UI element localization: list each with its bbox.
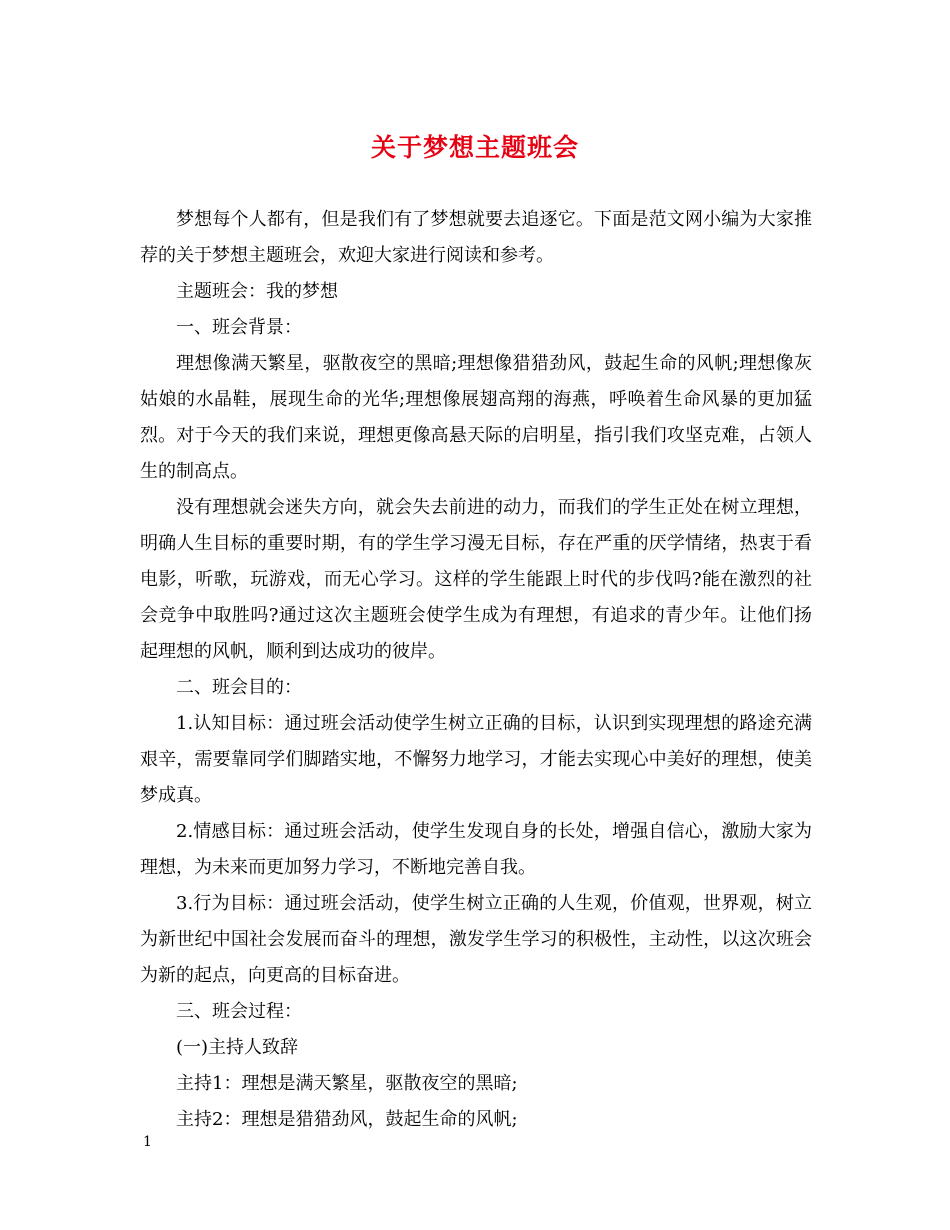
paragraph-background-2: 没有理想就会迷失方向，就会失去前进的动力，而我们的学生正处在树立理想，明确人生目标的重要时期，有的学生学习漫无目标，存在严重的厌学情绪，热衷于看电影，听歌，玩游戏，而无心学习。这样的学生能跟上时代的步伐吗?能在激烈的社会竞争中取胜吗?通过这次主题班会使学生成为有理想，有追求的青少年。让他们扬起理想的风帆，顺利到达成功的彼岸。 bbox=[140, 497, 812, 662]
subheading-host-speech: (一)主持人致辞 bbox=[176, 1037, 299, 1058]
page-number: 1 bbox=[143, 1134, 152, 1150]
host-line-1: 主持1：理想是满天繁星，驱散夜空的黑暗; bbox=[176, 1073, 518, 1094]
section-heading-purpose: 二、班会目的： bbox=[176, 677, 302, 698]
paragraph-intro: 梦想每个人都有，但是我们有了梦想就要去追逐它。下面是范文网小编为大家推荐的关于梦想主题班会，欢迎大家进行阅读和参考。 bbox=[140, 209, 812, 266]
paragraph-behavior-goal: 3.行为目标：通过班会活动，使学生树立正确的人生观，价值观，世界观，树立为新世纪中国社会发展而奋斗的理想，激发学生学习的积极性，主动性，以这次班会为新的起点，向更高的目标奋进。 bbox=[140, 893, 812, 986]
paragraph-emotional-goal: 2.情感目标：通过班会活动，使学生发现自身的长处，增强自信心，激励大家为理想，为未来而更加努力学习，不断地完善自我。 bbox=[140, 821, 812, 878]
paragraph-theme: 主题班会：我的梦想 bbox=[176, 281, 338, 302]
host-line-2: 主持2：理想是猎猎劲风，鼓起生命的风帆; bbox=[176, 1109, 518, 1130]
paragraph-cognitive-goal: 1.认知目标：通过班会活动使学生树立正确的目标，认识到实现理想的路途充满艰辛，需要靠同学们脚踏实地，不懈努力地学习，才能去实现心中美好的理想，使美梦成真。 bbox=[140, 713, 812, 806]
section-heading-process: 三、班会过程： bbox=[176, 1001, 302, 1022]
document-title: 关于梦想主题班会 bbox=[370, 133, 579, 162]
section-heading-background: 一、班会背景： bbox=[176, 317, 302, 338]
document-body bbox=[140, 202, 812, 1138]
paragraph-background-1: 理想像满天繁星，驱散夜空的黑暗;理想像猎猎劲风，鼓起生命的风帆;理想像灰姑娘的水晶鞋，展现生命的光华;理想像展翅高翔的海燕，呼唤着生命风暴的更加猛烈。对于今天的我们来说，理想更像高悬天际的启明星，指引我们攻坚克难，占领人生的制高点。 bbox=[140, 353, 812, 482]
